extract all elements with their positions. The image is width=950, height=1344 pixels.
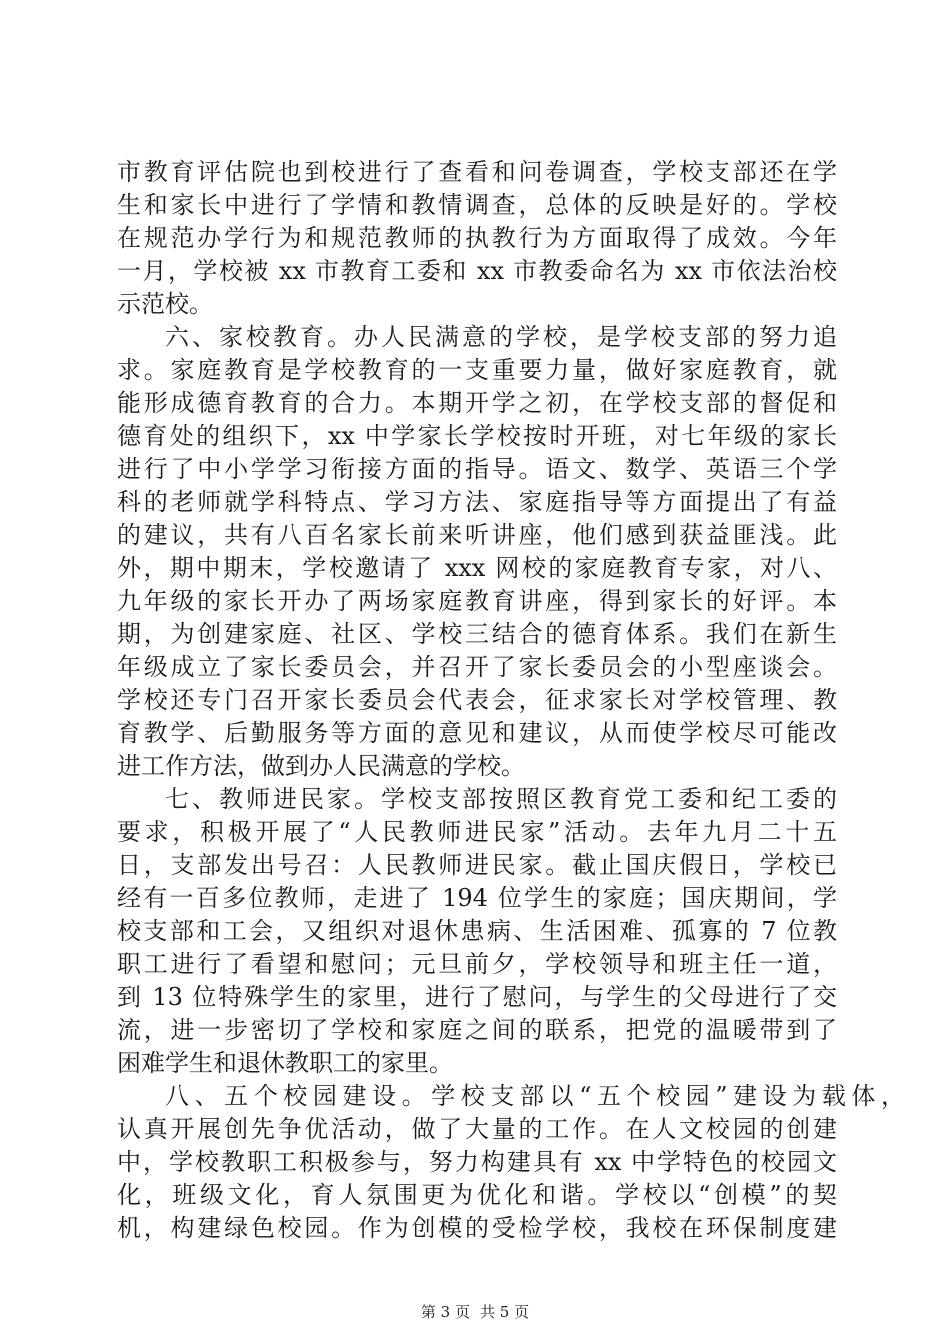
text-line: 困难学生和退休教职工的家里。 — [117, 1049, 453, 1077]
page-total: 共 5 页 — [480, 1303, 530, 1321]
text-line: 校支部和工会，又组织对退休患病、生活困难、孤寡的 7 位教 — [117, 917, 837, 945]
text-line: 中，学校教职工积极参与，努力构建具有 xx 中学特色的校园文 — [117, 1148, 837, 1176]
text-line: 进行了中小学学习衔接方面的指导。语文、数学、英语三个学 — [117, 455, 837, 483]
text-line: 要求，积极开展了“人民教师进民家”活动。去年九月二十五 — [117, 818, 837, 846]
paragraph-teachers-visit-homes — [117, 783, 837, 1080]
page-footer — [0, 1302, 950, 1322]
text-line: 的建议，共有八百名家长前来听讲座，他们感到获益匪浅。此 — [117, 521, 837, 549]
text-line: 经有一百多位教师，走进了 194 位学生的家庭；国庆期间，学 — [117, 884, 837, 912]
text-line: 求。家庭教育是学校教育的一支重要力量，做好家庭教育，就 — [117, 356, 837, 384]
text-line: 进工作方法，做到办人民满意的学校。 — [117, 752, 525, 780]
text-line: 化，班级文化，育人氛围更为优化和谐。学校以“创模”的契 — [117, 1181, 837, 1209]
paragraph-continuation — [117, 156, 837, 321]
page-number: 第 3 页 — [420, 1303, 470, 1321]
text-line: 市教育评估院也到校进行了查看和问卷调查，学校支部还在学 — [117, 158, 837, 186]
text-line: 科的老师就学科特点、学习方法、家庭指导等方面提出了有益 — [117, 488, 837, 516]
paragraph-five-campus-construction — [117, 1080, 905, 1245]
text-line: 六、家校教育。办人民满意的学校，是学校支部的努力追 — [165, 323, 837, 351]
text-line: 育教学、后勤服务等方面的意见和建议，从而使学校尽可能改 — [117, 719, 837, 747]
text-line: 七、教师进民家。学校支部按照区教育党工委和纪工委的 — [165, 785, 837, 813]
text-line: 九年级的家长开办了两场家庭教育讲座，得到家长的好评。本 — [117, 587, 837, 615]
text-line: 职工进行了看望和慰问；元旦前夕，学校领导和班主任一道， — [117, 950, 837, 978]
paragraph-home-school-education — [117, 321, 837, 783]
text-line: 到 13 位特殊学生的家里，进行了慰问，与学生的父母进行了交 — [117, 983, 837, 1011]
text-line: 在规范办学行为和规范教师的执教行为方面取得了成效。今年 — [117, 224, 837, 252]
text-line: 日，支部发出号召：人民教师进民家。截止国庆假日，学校已 — [117, 851, 837, 879]
text-line: 生和家长中进行了学情和教情调查，总体的反映是好的。学校 — [117, 191, 837, 219]
text-line: 机，构建绿色校园。作为创模的受检学校，我校在环保制度建 — [117, 1214, 837, 1242]
text-line: 期，为创建家庭、社区、学校三结合的德育体系。我们在新生 — [117, 620, 837, 648]
text-line: 德育处的组织下，xx 中学家长学校按时开班，对七年级的家长 — [117, 422, 837, 450]
text-line: 能形成德育教育的合力。本期开学之初，在学校支部的督促和 — [117, 389, 837, 417]
text-line: 学校还专门召开家长委员会代表会，征求家长对学校管理、教 — [117, 686, 837, 714]
text-line: 八、五个校园建设。学校支部以“五个校园”建设为载体， — [165, 1082, 905, 1110]
text-line: 年级成立了家长委员会，并召开了家长委员会的小型座谈会。 — [117, 653, 837, 681]
text-line: 外，期中期末，学校邀请了 xxx 网校的家庭教育专家，对八、 — [117, 554, 837, 582]
text-line: 流，进一步密切了学校和家庭之间的联系，把党的温暖带到了 — [117, 1016, 837, 1044]
text-line: 一月，学校被 xx 市教育工委和 xx 市教委命名为 xx 市依法治校 — [117, 257, 837, 285]
document-body — [117, 156, 905, 1245]
text-line: 示范校。 — [117, 290, 213, 318]
text-line: 认真开展创先争优活动，做了大量的工作。在人文校园的创建 — [117, 1115, 837, 1143]
